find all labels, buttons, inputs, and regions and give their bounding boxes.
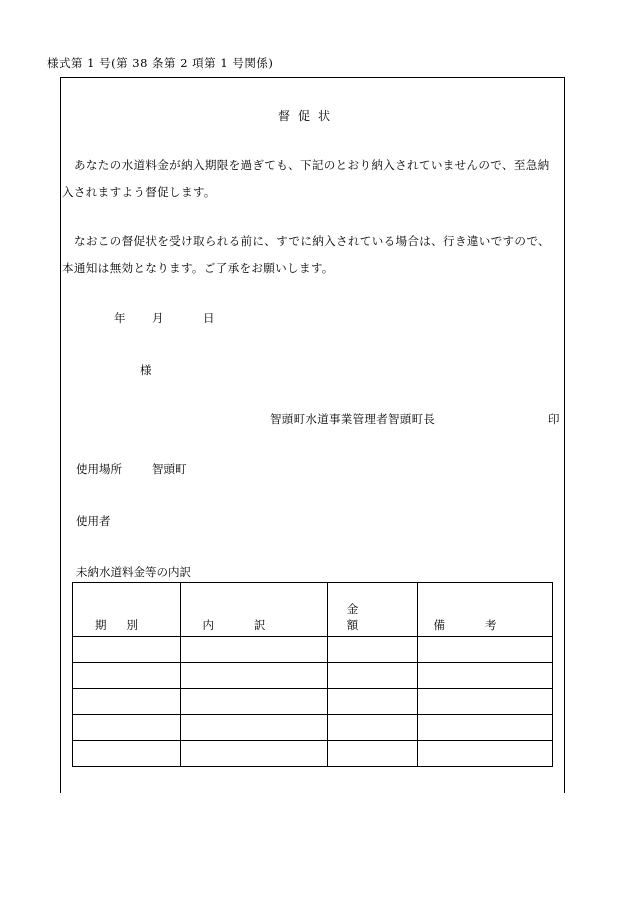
cell-breakdown — [181, 741, 328, 767]
cell-remarks — [418, 715, 553, 741]
recipient-honorific: 様 — [140, 363, 152, 377]
cell-period — [73, 637, 181, 663]
paragraph-overdue-notice: あなたの水道料金が納入期限を過ぎても、下記のとおり納入されていませんので、至急納入されますよう督促します。 — [62, 158, 550, 199]
cell-period — [73, 689, 181, 715]
user-label: 使用者 — [76, 514, 111, 528]
table-row — [73, 689, 553, 715]
header-breakdown: 内訳 — [181, 583, 328, 637]
date-day: 日 — [203, 311, 215, 325]
header-period: 期別 — [73, 583, 181, 637]
form-reference: 様式第 1 号(第 38 条第 2 項第 1 号関係) — [47, 56, 274, 70]
cell-period — [73, 741, 181, 767]
cell-period — [73, 715, 181, 741]
header-remarks: 備考 — [418, 583, 553, 637]
cell-remarks — [418, 637, 553, 663]
date-month: 月 — [152, 311, 164, 325]
document-title: 督促状 — [278, 109, 339, 123]
cell-breakdown — [181, 637, 328, 663]
cell-breakdown — [181, 663, 328, 689]
seal-mark: 印 — [548, 412, 560, 426]
cell-breakdown — [181, 715, 328, 741]
table-row — [73, 663, 553, 689]
table-row — [73, 715, 553, 741]
cell-remarks — [418, 663, 553, 689]
cell-remarks — [418, 741, 553, 767]
cell-amount — [328, 715, 418, 741]
cell-amount — [328, 663, 418, 689]
cell-remarks — [418, 689, 553, 715]
issuer-name: 智頭町水道事業管理者智頭町長 — [270, 412, 436, 426]
cell-period — [73, 663, 181, 689]
table-header-row — [73, 583, 553, 637]
table-row — [73, 637, 553, 663]
location-value: 智頭町 — [152, 462, 187, 476]
header-amount: 金額 — [328, 583, 418, 637]
cell-amount — [328, 689, 418, 715]
breakdown-table — [72, 582, 553, 767]
date-year: 年 — [114, 311, 126, 325]
cell-amount — [328, 741, 418, 767]
breakdown-title: 未納水道料金等の内訳 — [76, 565, 191, 579]
paragraph-already-paid-note: なおこの督促状を受け取られる前に、すでに納入されている場合は、行き違いですので、本通知は無効となります。ご了承をお願いします。 — [62, 234, 550, 275]
cell-breakdown — [181, 689, 328, 715]
location-label: 使用場所 — [76, 462, 122, 476]
table-row — [73, 741, 553, 767]
cell-amount — [328, 637, 418, 663]
